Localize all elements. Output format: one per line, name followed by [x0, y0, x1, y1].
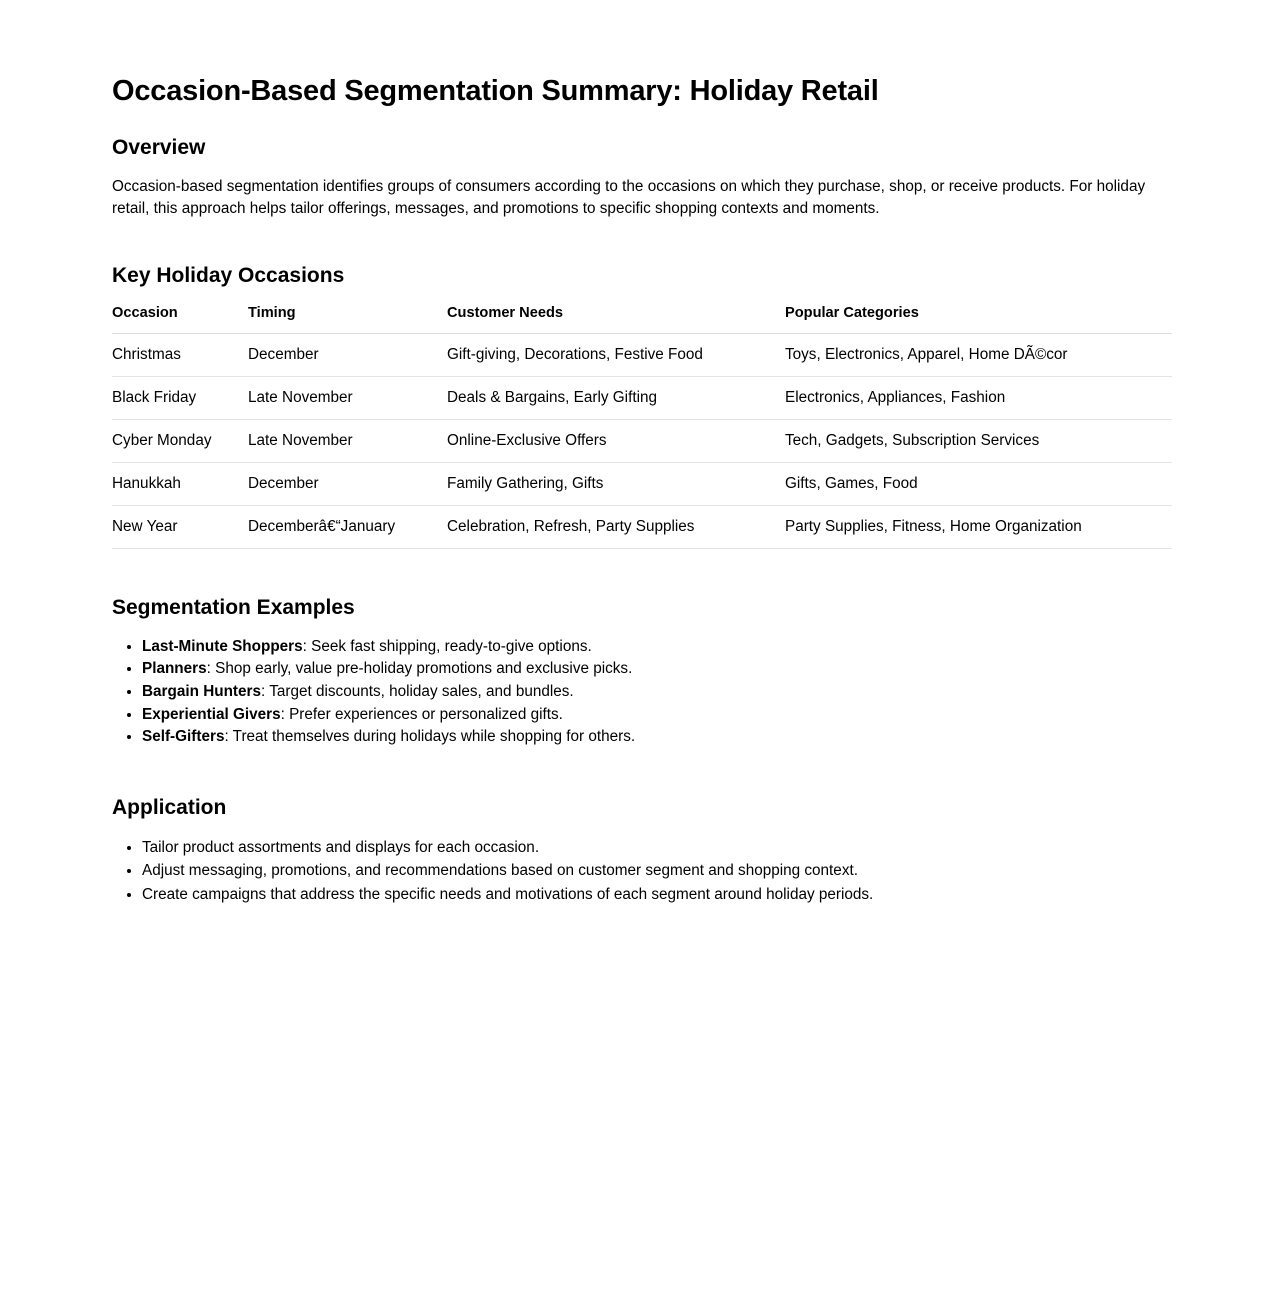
segment-name: Self-Gifters — [142, 728, 225, 746]
key-holiday-occasions-section — [112, 263, 1172, 548]
segment-description: : Seek fast shipping, ready-to-give options. — [302, 637, 592, 655]
cell-occasion: Christmas — [112, 333, 248, 376]
cell-occasion: New Year — [112, 505, 248, 548]
table-row — [112, 419, 1172, 462]
cell-customer-needs: Online-Exclusive Offers — [447, 419, 785, 462]
cell-popular-categories: Electronics, Appliances, Fashion — [785, 376, 1172, 419]
cell-customer-needs: Deals & Bargains, Early Gifting — [447, 376, 785, 419]
cell-occasion: Black Friday — [112, 376, 248, 419]
occasions-table — [112, 305, 1172, 549]
application-heading: Application — [112, 795, 227, 819]
cell-popular-categories: Toys, Electronics, Apparel, Home DÃ©cor — [785, 333, 1172, 376]
list-item: • Adjust messaging, promotions, and recommendations based on customer segment and shopping context. — [142, 859, 1172, 882]
column-header-customer-needs: Customer Needs — [447, 305, 785, 334]
segment-name: Experiential Givers — [142, 705, 281, 723]
list-item — [142, 658, 1172, 681]
page-title: Occasion-Based Segmentation Summary: Holiday Retail — [112, 75, 879, 107]
table-row — [112, 376, 1172, 419]
segmentation-examples-heading: Segmentation Examples — [112, 595, 355, 619]
segment-description: : Shop early, value pre-holiday promotions and exclusive picks. — [206, 660, 633, 678]
column-header-occasion: Occasion — [112, 305, 248, 334]
table-header-row — [112, 305, 1172, 334]
list-item — [142, 681, 1172, 704]
overview-paragraph: Occasion-based segmentation identifies groups of consumers according to the occasions on which they purchase, shop, or receive products. For holiday retail, this approach helps tailor offerings, messages, and promotions to specific shopping contexts and moments. — [112, 177, 1146, 217]
segment-name: Bargain Hunters — [142, 683, 261, 701]
application-list — [112, 836, 1172, 906]
list-item: • Create campaigns that address the specific needs and motivations of each segment around holiday periods. — [142, 883, 1172, 906]
cell-customer-needs: Celebration, Refresh, Party Supplies — [447, 505, 785, 548]
overview-section — [112, 135, 1172, 220]
segment-description: : Treat themselves during holidays while shopping for others. — [224, 728, 636, 746]
list-item — [142, 726, 1172, 749]
list-item — [142, 704, 1172, 727]
cell-popular-categories: Tech, Gadgets, Subscription Services — [785, 419, 1172, 462]
list-item: • Tailor product assortments and displays for each occasion. — [142, 836, 1172, 859]
cell-timing: Late November — [248, 419, 447, 462]
cell-popular-categories: Party Supplies, Fitness, Home Organization — [785, 505, 1172, 548]
table-row — [112, 462, 1172, 505]
cell-popular-categories: Gifts, Games, Food — [785, 462, 1172, 505]
cell-occasion: Hanukkah — [112, 462, 248, 505]
cell-timing: December — [248, 462, 447, 505]
cell-occasion: Cyber Monday — [112, 419, 248, 462]
overview-heading: Overview — [112, 135, 206, 159]
occasions-table-wrapper — [112, 305, 1172, 549]
cell-customer-needs: Gift-giving, Decorations, Festive Food — [447, 333, 785, 376]
segmentation-examples-section — [112, 595, 1172, 749]
column-header-popular-categories: Popular Categories — [785, 305, 1172, 334]
table-row — [112, 505, 1172, 548]
segment-name: Last-Minute Shoppers — [142, 637, 303, 655]
segment-description: : Target discounts, holiday sales, and bundles. — [261, 683, 574, 701]
key-holiday-occasions-heading: Key Holiday Occasions — [112, 264, 345, 288]
cell-customer-needs: Family Gathering, Gifts — [447, 462, 785, 505]
cell-timing: Decemberâ€“January — [248, 505, 447, 548]
column-header-timing: Timing — [248, 305, 447, 334]
segment-description: : Prefer experiences or personalized gifts. — [280, 705, 563, 723]
table-row — [112, 333, 1172, 376]
segmentation-examples-list — [112, 636, 1172, 749]
table-header — [112, 305, 1172, 334]
segment-name: Planners — [142, 660, 207, 678]
cell-timing: Late November — [248, 376, 447, 419]
table-body — [112, 333, 1172, 548]
cell-timing: December — [248, 333, 447, 376]
list-item — [142, 636, 1172, 659]
application-section — [112, 795, 1172, 906]
